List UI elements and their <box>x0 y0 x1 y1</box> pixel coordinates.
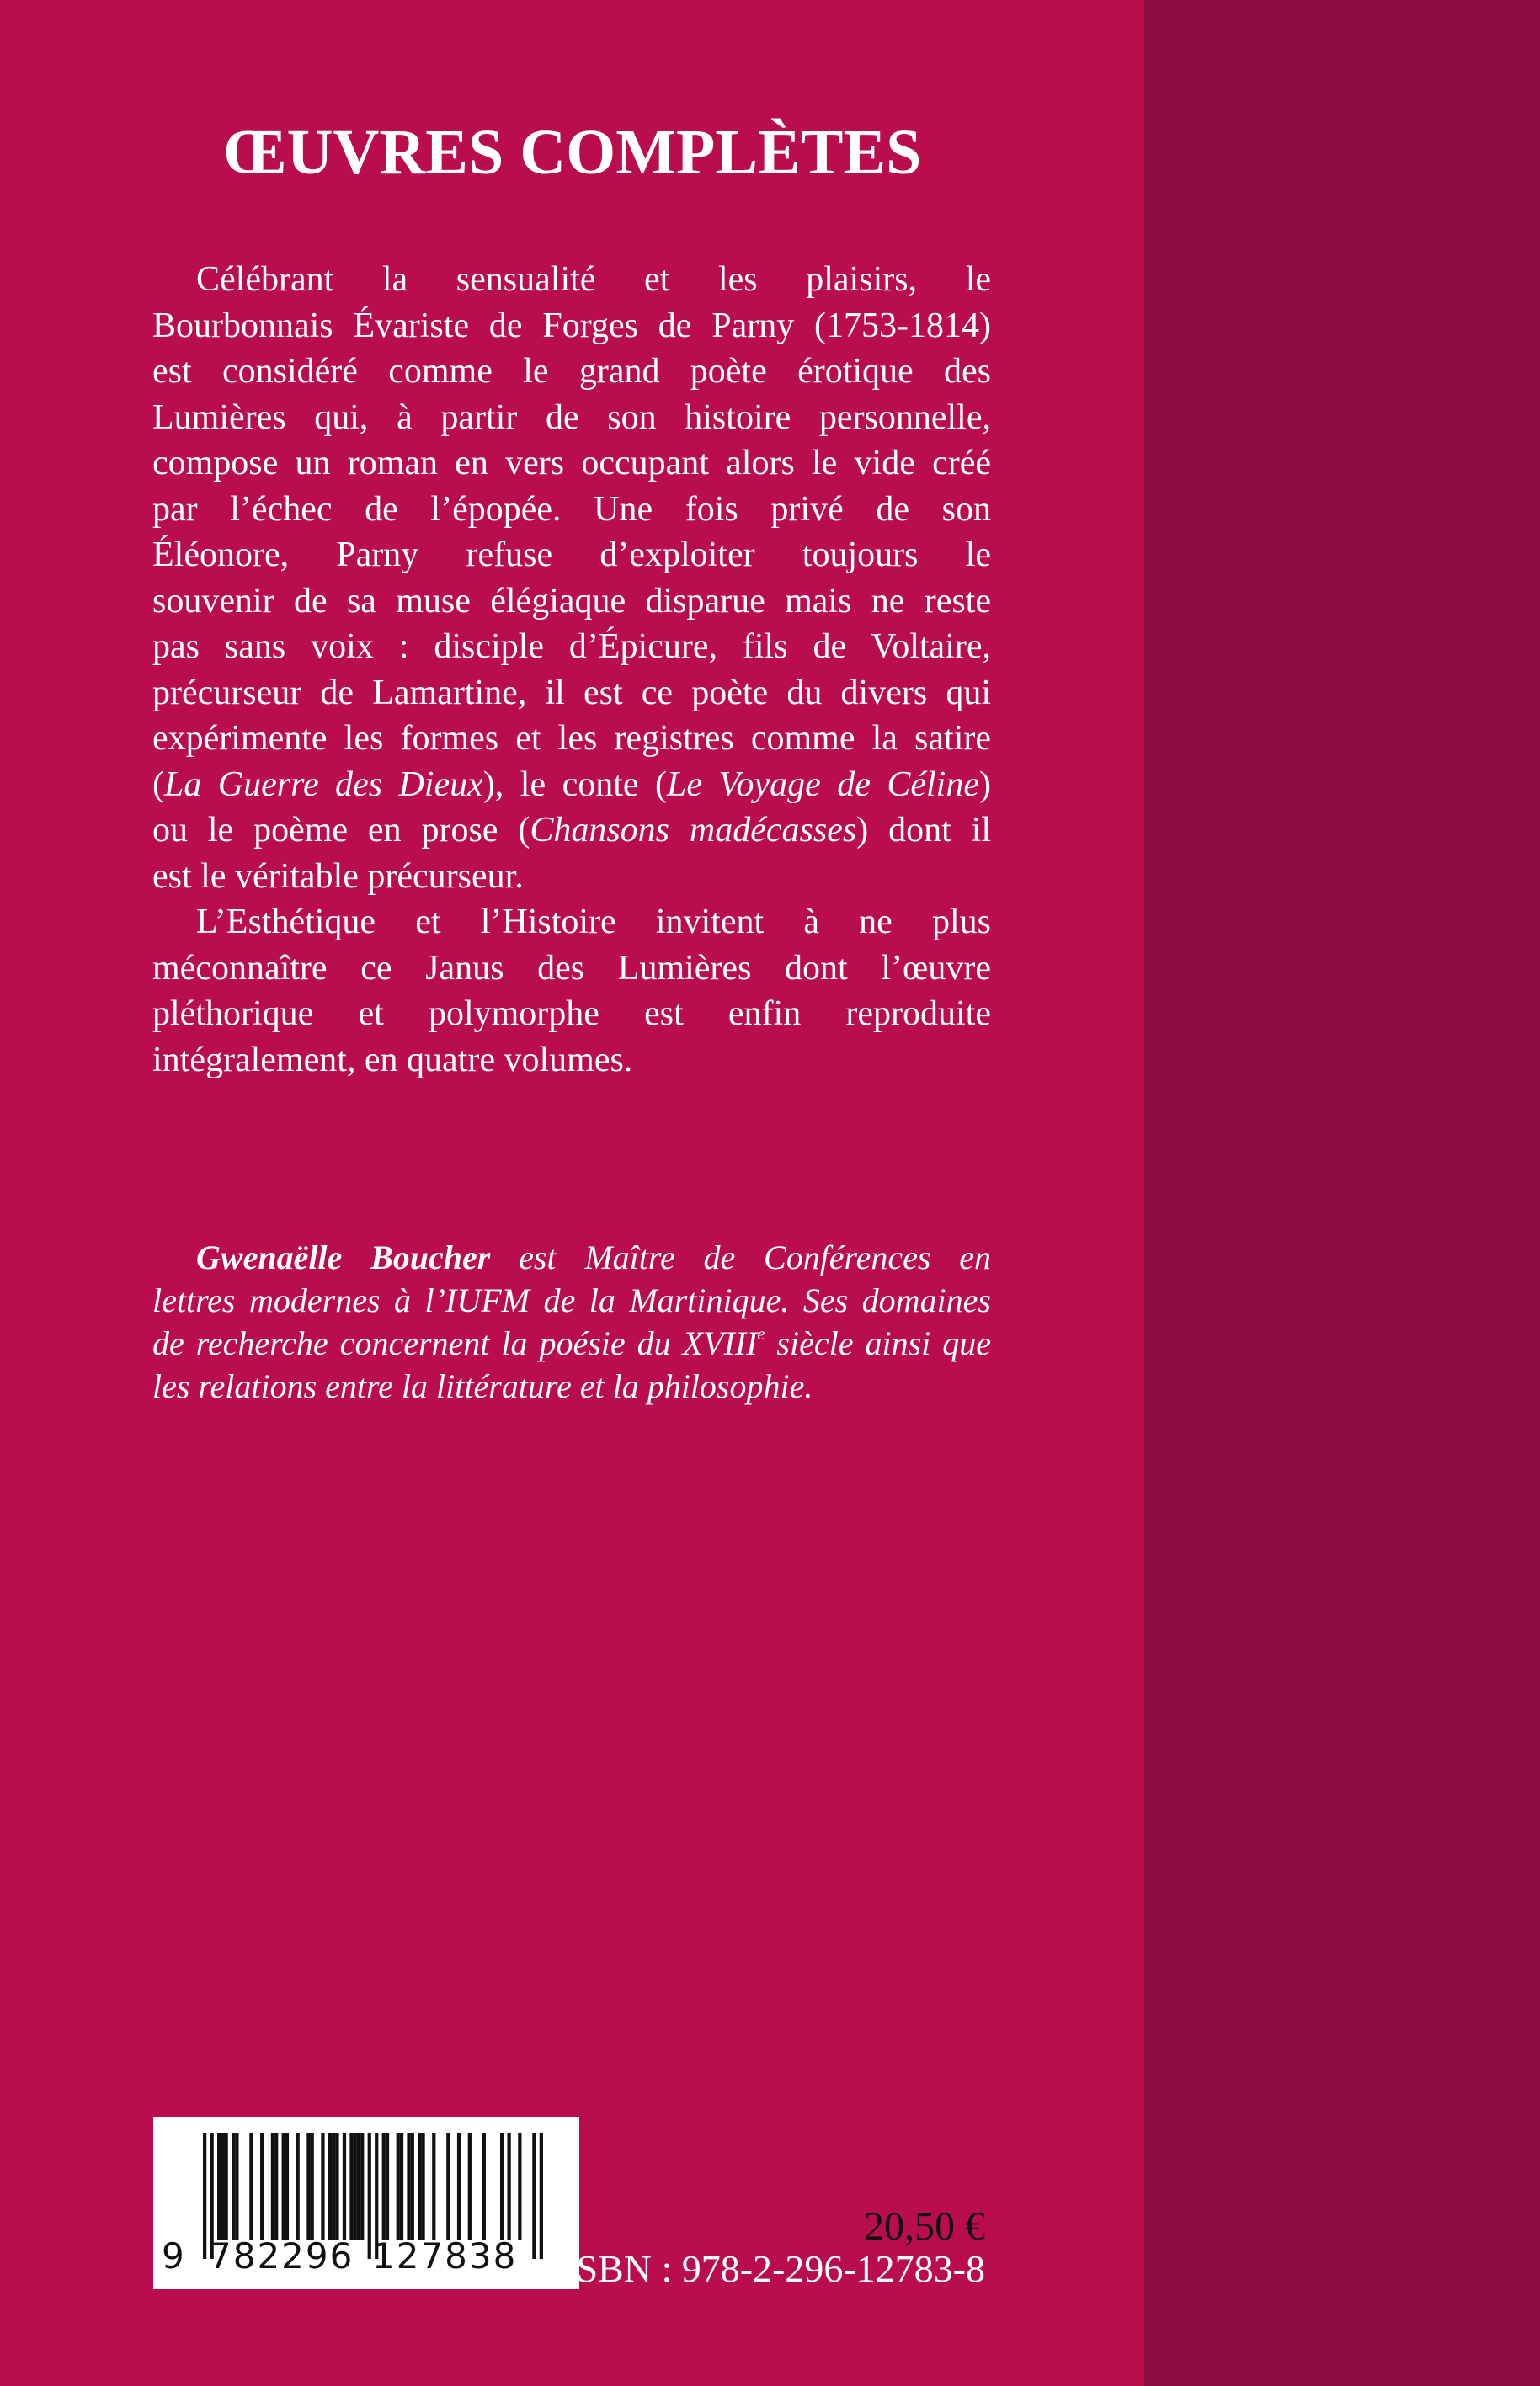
text-line <box>152 395 991 441</box>
barcode-bar <box>221 2133 224 2240</box>
text-line <box>152 807 991 854</box>
barcode-bar <box>418 2133 421 2240</box>
isbn: ISBN : 978-2-296-12783-8 <box>563 2247 985 2290</box>
barcode-bar <box>386 2133 389 2240</box>
text-line <box>152 487 991 533</box>
barcode-bar <box>368 2133 371 2259</box>
text-segment: compose un roman en vers occupant alors le vide créé <box>152 444 991 482</box>
barcode-bar <box>249 2133 253 2240</box>
text-segment: L’Esthétique et l’Histoire invitent à ne plus <box>196 903 991 941</box>
text-line <box>152 762 991 808</box>
text-segment: pas sans voix : disciple d’Épicure, fils de Voltaire, <box>152 627 991 666</box>
text-line <box>152 1322 991 1365</box>
text-segment: Célébrant la sensualité et les plaisirs, le <box>196 260 991 299</box>
text-line <box>152 440 991 487</box>
barcode-bar <box>446 2133 450 2240</box>
barcode <box>153 2117 579 2289</box>
text-line <box>152 991 991 1037</box>
barcode-digits-right: 127838 <box>372 2235 518 2277</box>
barcode-bar <box>457 2133 461 2240</box>
barcode-bar <box>357 2133 360 2240</box>
barcode-digit-first: 9 <box>162 2235 184 2277</box>
text-line <box>152 1279 991 1322</box>
barcode-bar <box>260 2133 264 2240</box>
barcode-bar <box>532 2133 536 2259</box>
text-line <box>152 716 991 762</box>
barcode-bar <box>407 2133 410 2240</box>
barcode-bar <box>400 2133 403 2240</box>
barcode-bar <box>421 2133 424 2240</box>
italic-title: La Guerre des Dieux <box>164 764 483 804</box>
text-segment: est Maître de Conférences en <box>490 1238 992 1276</box>
barcode-bar <box>360 2133 364 2240</box>
barcode-bar <box>225 2133 228 2240</box>
barcode-bar <box>285 2133 289 2240</box>
text-line <box>152 624 991 670</box>
text-segment: Lumières qui, à partir de son histoire personnelle, <box>152 397 991 437</box>
barcode-bar <box>540 2133 543 2259</box>
text-line <box>152 945 991 992</box>
barcode-bar <box>432 2133 435 2240</box>
text-segment: ) <box>979 764 991 804</box>
italic-title: Le Voyage de Céline <box>667 764 979 804</box>
barcode-bar <box>354 2133 357 2240</box>
text-segment: Éléonore, Parny refuse d’exploiter toujours le <box>152 535 991 574</box>
text-line <box>152 854 991 900</box>
barcode-bar <box>343 2133 346 2240</box>
barcode-bar <box>203 2133 206 2259</box>
italic-title: Chansons madécasses <box>530 811 857 849</box>
text-segment: les relations entre la littérature et la philosophie. <box>152 1367 813 1405</box>
text-line <box>152 899 991 945</box>
barcode-bar <box>217 2133 221 2240</box>
barcode-bar <box>328 2133 332 2240</box>
text-segment: ou le poème en prose ( <box>152 811 530 849</box>
text-line <box>152 532 991 578</box>
barcode-bar <box>274 2133 278 2240</box>
text-line <box>152 303 991 349</box>
text-segment: est le véritable précurseur. <box>152 856 524 896</box>
price: 20,50 € <box>864 2204 985 2249</box>
barcode-bar <box>235 2133 238 2240</box>
text-line <box>152 257 991 303</box>
superscript: e <box>757 1325 765 1344</box>
text-segment: pléthorique et polymorphe est enfin reproduite <box>152 994 991 1033</box>
text-segment: souvenir de sa muse élégiaque disparue mais ne reste <box>152 581 991 620</box>
text-segment: lettres modernes à l’IUFM de la Martinique. Ses domaines <box>152 1281 991 1319</box>
book-spine <box>1144 0 1540 2386</box>
text-segment: expérimente les formes et les registres comme la satire <box>152 719 991 758</box>
text-line <box>152 1037 991 1084</box>
barcode-bar <box>482 2133 486 2240</box>
text-segment: ) dont il <box>856 811 991 849</box>
text-segment: de recherche concernent la poésie du XVIII <box>152 1324 758 1362</box>
text-line <box>152 349 991 395</box>
text-segment: siècle ainsi que <box>765 1324 992 1362</box>
barcode-bar <box>468 2133 472 2240</box>
barcode-bar <box>282 2133 285 2240</box>
text-segment: intégralement, en quatre volumes. <box>152 1040 633 1079</box>
barcode-bar <box>507 2133 510 2240</box>
text-segment: précurseur de Lamartine, il est ce poète du divers qui <box>152 673 991 712</box>
text-line <box>152 1365 991 1408</box>
barcode-bar <box>332 2133 335 2240</box>
barcode-bar <box>518 2133 521 2240</box>
blurb-text <box>152 257 991 1083</box>
text-line <box>152 670 991 716</box>
barcode-bar <box>349 2133 353 2240</box>
barcode-bar <box>232 2133 235 2240</box>
barcode-bar <box>411 2133 414 2240</box>
barcode-bar <box>382 2133 386 2240</box>
text-line <box>152 578 991 625</box>
barcode-digits-left: 782296 <box>209 2235 354 2277</box>
author-name: Gwenaëlle Boucher <box>196 1238 491 1276</box>
text-line <box>152 1236 991 1279</box>
text-segment: ( <box>152 764 164 804</box>
text-segment: est considéré comme le grand poète érotique des <box>152 352 991 391</box>
barcode-bar <box>296 2133 300 2240</box>
text-segment: Bourbonnais Évariste de Forges de Parny (1753-1814) <box>152 306 991 345</box>
barcode-bar <box>321 2133 324 2240</box>
text-segment: ), le conte ( <box>482 764 667 804</box>
barcode-bar <box>271 2133 274 2240</box>
author-bio <box>152 1236 991 1408</box>
text-segment: par l’échec de l’épopée. Une fois privé de son <box>152 489 991 529</box>
barcode-bar <box>306 2133 310 2240</box>
book-title: ŒUVRES COMPLÈTES <box>222 117 922 188</box>
barcode-bar <box>335 2133 338 2240</box>
barcode-bar <box>311 2133 314 2240</box>
barcode-bar <box>397 2133 400 2240</box>
text-segment: méconnaître ce Janus des Lumières dont l’œuvre <box>152 948 991 988</box>
barcode-bar <box>500 2133 504 2240</box>
